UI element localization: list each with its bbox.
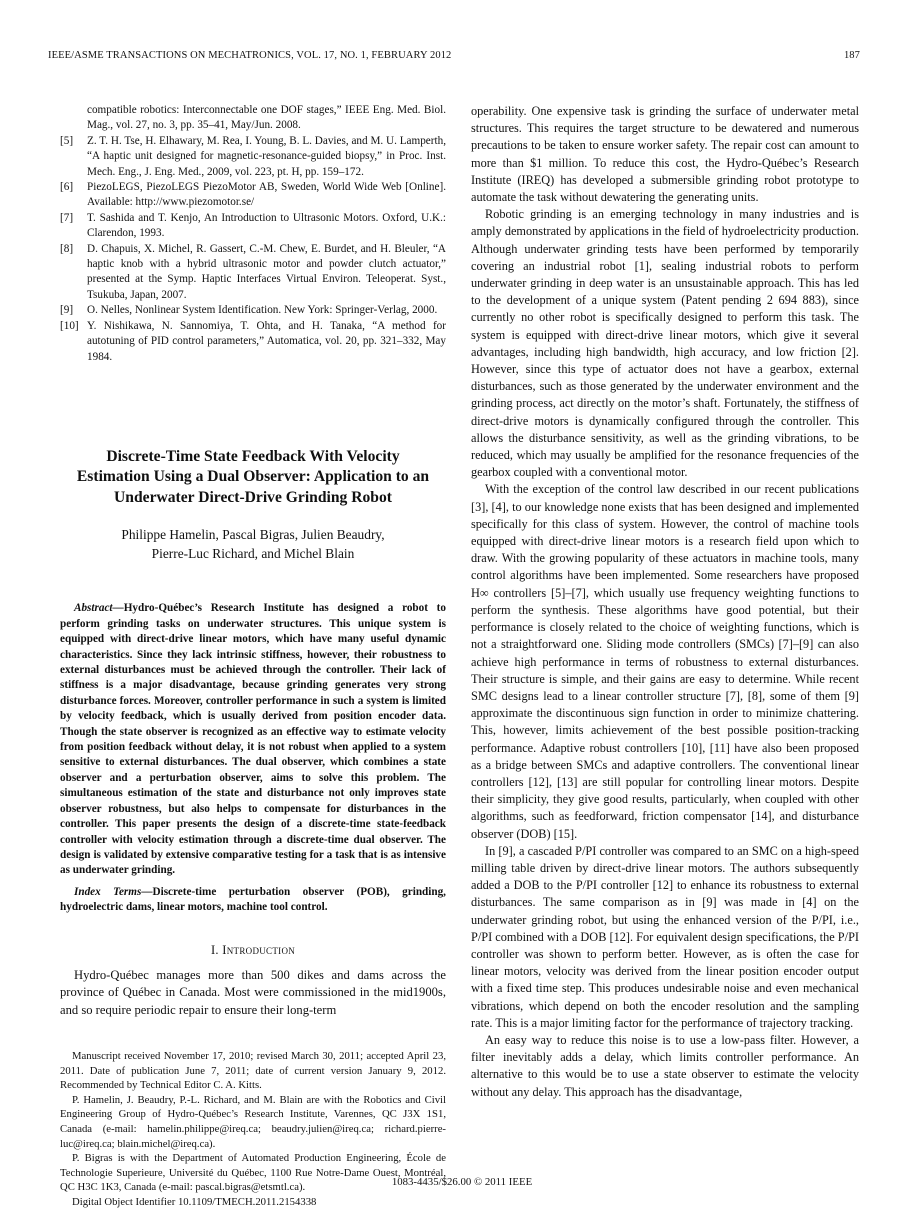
abstract: [60, 601, 446, 878]
section-heading: I. Introduction: [210, 942, 296, 957]
body-paragraph: Robotic grinding is an emerging technology in many industries and is amply demonstrated by applications in the field of hydroelectricity production. Although underwater grinding tests have been performed by temporarily covering an industrial robot [1], sealing industrial robots to perform underwater grinding in deep water is an unsustainable approach. This has led to the development of a unique system (Patent pending 2 694 883), since currently no other robot is specifically designed to perform this task. The system is equipped with direct-drive linear motors, which give it several advantages, including high bandwidth, high accuracy, and low friction [2]. However, since this type of actuator does not have a gearbox, external disturbances, such as those generated by the underwater environment and the grinding process, act directly on the motor’s shaft. Fortunately, the stiffness of direct-drive motors is dynamically configured through the controller. This allows the disturbance sensitivity, as well as the grinding vibrations, to be reduced, which may usually be amplified for the resonance frequencies of the gearbox coupled with a conventional motor.: [471, 207, 859, 480]
reference-item: [5] Z. T. H. Tse, H. Elhawary, M. Rea, I. Young, B. L. Davies, and M. U. Lamperth, “A haptic unit designed for magnetic-resonance-guided biopsy,” in Proc. Inst. Mech. Eng., J. Eng. Med., 2009, vol. 223, pt. H, pp. 159–172.: [60, 134, 446, 178]
right-column: [471, 103, 859, 1101]
copyright-footer: 1083-4435/$26.00 © 2011 IEEE: [391, 1176, 533, 1188]
reference-item: compatible robotics: Interconnectable one DOF stages,” IEEE Eng. Med. Biol. Mag., vol. 27, no. 3, pp. 35–41, May/Jun. 2008.: [87, 104, 446, 132]
body-paragraph: In [9], a cascaded P/PI controller was compared to an SMC on a high-speed milling table driven by direct-drive linear motors. The authors subsequently added a DOB to the P/PI controller [12] to enhance its robustness to external disturbances. The same comparison as in [9] was made in [4] on the underwater grinding robot, but using the enhanced version of the P/PI, i.e., P/PI combined with a DOB [12]. For equivalent design specifications, the P/PI controller was shown to perform better. However, as is often the case for linear motors, velocity was derived from the linear position encoder output with a fixed time step. This produces undesirable noise and even mechanical vibrations, which depend on both the encoder resolution and the sampling rate. This is a major limiting factor for the performance of trajectory tracking.: [471, 843, 859, 1030]
reference-item: [10] Y. Nishikawa, N. Sannomiya, T. Ohta, and H. Tanaka, “A method for autotuning of PID control parameters,” Automatica, vol. 20, pp. 321–332, May 1984.: [60, 319, 446, 363]
body-paragraph: An easy way to reduce this noise is to use a low-pass filter. However, a filter inevitably adds a delay, which limits controller performance. An alternative to this would be to use a state observer to estimate the velocity without any delay. This approach has the disadvantage,: [471, 1032, 859, 1099]
reference-item: [7] T. Sashida and T. Kenjo, An Introduction to Ultrasonic Motors. Oxford, U.K.: Clarendon, 1993.: [60, 211, 446, 240]
page-number: 187: [843, 50, 860, 61]
paper-title: Discrete-Time State Feedback With Velocity Estimation Using a Dual Observer: Application to an Underwater Direct-Drive Grinding Robot: [76, 447, 430, 506]
journal-header: IEEE/ASME TRANSACTIONS ON MECHATRONICS, VOL. 17, NO. 1, FEBRUARY 2012: [48, 50, 452, 61]
running-header: [48, 50, 860, 61]
footnote: P. Bigras is with the Department of Automated Production Engineering, École de Technologie Superieure, Université du Québec, 1100 Rue Notre-Dame Ouest, Montréal, QC H3C 1K3, Canada (e-mail: pascal.bigras@etsmtl.ca).: [60, 1152, 446, 1194]
left-column: [60, 103, 446, 1209]
reference-item: [8] D. Chapuis, X. Michel, R. Gassert, C.-M. Chew, E. Burdet, and H. Bleuler, “A haptic knob with a hybrid ultrasonic motor and powder clutch actuator,” presented at the Symp. Haptic Interfaces Virtual Environ. Teleoperat. Syst., Tsukuba, Japan, 2007.: [60, 242, 446, 301]
intro-paragraph: Hydro-Québec manages more than 500 dikes and dams across the province of Québec in Canada. Most were commissioned in the mid1900s, and so require periodic repair to ensure their long-term: [60, 967, 446, 1017]
abstract-label: Abstract—: [74, 602, 124, 615]
reference-item: [6] PiezoLEGS, PiezoLEGS PiezoMotor AB, Sweden, World Wide Web [Online]. Available: http://www.piezomotor.se/: [60, 181, 446, 209]
index-terms-text: Discrete-time perturbation observer (POB), grinding, hydroelectric dams, linear motors, machine tool control.: [60, 885, 446, 914]
footnote: P. Hamelin, J. Beaudry, P.-L. Richard, and M. Blain are with the Robotics and Civil Engineering Group of Hydro-Québec’s Research Institute, Varennes, QC J3X 1S1, Canada (e-mail: hamelin.philippe@ireq.ca; beaudry.julien@ireq.ca; richard.pierre-luc@ireq.ca; blain.michel@ireq.ca).: [60, 1093, 446, 1150]
body-paragraph: operability. One expensive task is grinding the surface of underwater metal structures. This requires the target structure to be dewatered and numerous precautions to be taken to ensure worker safety. The repair cost can amount to more than $1 million. To reduce this cost, the Hydro-Québec’s Research Institute (IREQ) has developed a submersible grinding robot prototype to automate the task without dewatering the generating units.: [471, 104, 859, 205]
body-paragraph: With the exception of the control law described in our recent publications [3], [4], to our knowledge none exists that has been designed and implemented specifically for this class of system. However, the control of machine tools equipped with direct-drive linear motors is a research field upon which to draw. With the growing popularity of these actuators in machine tools, many control algorithms have been implemented. Some researchers have proposed H∞ controllers [5]–[7], which usually use frequency weighting functions to perform the synthesis. These algorithms have good potential, but their performance is closely related to the choice of weighting functions, which is not a straightforward one. Sliding mode controllers (SMCs) [7]–[9] can also achieve high performance in terms of robustness to external disturbances. Their structure is simple, and their gains are easy to determine. While recent SMC designs lead to a linear controller structure [7], [8], some of them [9] approximate the discontinuous sign function in order to minimize chattering. This, however, limits achievement of the best possible position-tracking performance. Adaptive robust controllers [10], [11] have also been proposed as a bridge between SMCs and adaptive controllers. The conventional linear controllers [12], [13] are still popular for controlling linear motors. Despite their simplicity, they give good results, particularly, when coupled with other algorithms, such as feedforward, friction compensator [14], and disturbance observer (DOB) [15].: [471, 482, 859, 841]
index-terms: [60, 885, 446, 916]
authors-line: Philippe Hamelin, Pascal Bigras, Julien Beaudry,: [121, 527, 385, 543]
author-list: [60, 526, 446, 563]
footnote: Manuscript received November 17, 2010; revised March 30, 2011; accepted April 23, 2011. Date of publication June 7, 2011; date of current version January 9, 2012. Recommended by Technical Editor C. A. Kitts.: [60, 1049, 446, 1092]
reference-item: [9] O. Nelles, Nonlinear System Identification. New York: Springer-Verlag, 2000.: [60, 304, 438, 317]
index-terms-label: Index Terms—: [74, 885, 153, 898]
authors-line: Pierre-Luc Richard, and Michel Blain: [151, 545, 355, 561]
abstract-text: Hydro-Québec’s Research Institute has designed a robot to perform grinding tasks on underwater structures. This unique system is equipped with direct-drive linear motors, which have many useful dynamic characteristics. Since they lack intrinsic stiffness, however, their robustness to external disturbances must be achieved through the controller. Their lack of stiffness is a major disadvantage, because grinding generates very strong disturbance forces. Moreover, controller performance in such a system is limited by velocity feedback, which is usually derived from position encoder data. Though the state observer is recognized as an effective way to estimate velocity from position feedback without delay, it is not robust when applied to a system sensitive to external disturbances. The dual observer, which combines a state observer and a perturbation observer, aims to solve this problem. The simultaneous estimation of the state and disturbance not only improves state observer robustness, but also helps to compensate for disturbances in the controller. This paper presents the design of a discrete-time state-feedback controller with velocity estimation through a discrete-time dual observer. The design is validated by extensive comparative testing for a task that is as intensive as underwater grinding.: [60, 602, 446, 877]
reference-list: [60, 103, 446, 365]
footnote: Digital Object Identifier 10.1109/TMECH.2011.2154338: [72, 1195, 317, 1208]
